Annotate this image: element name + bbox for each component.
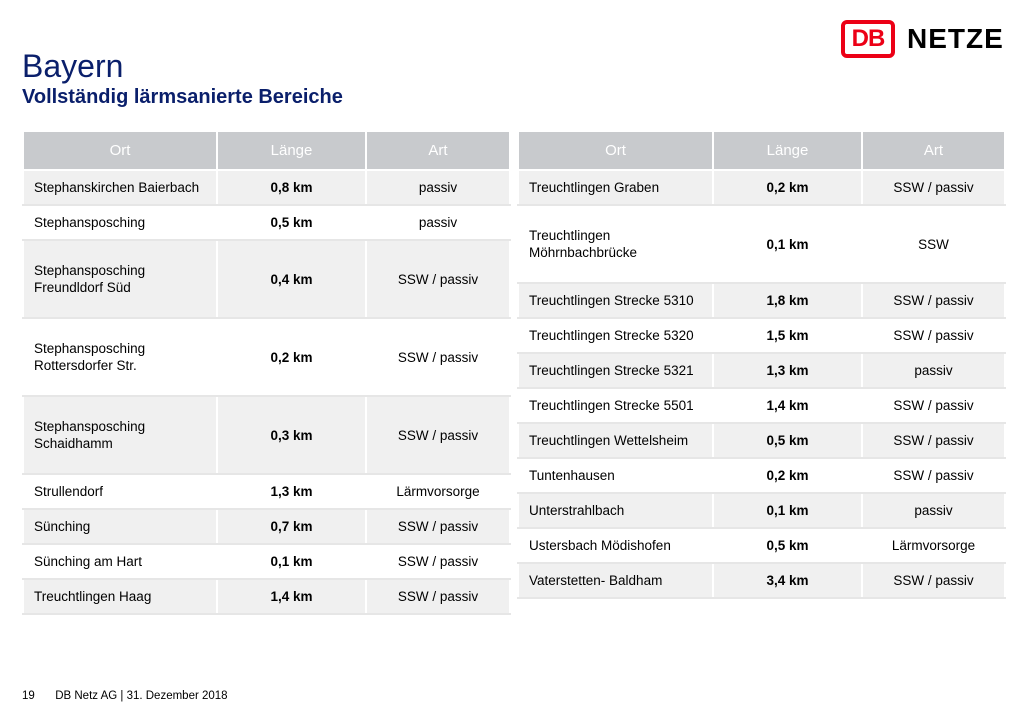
- cell-lange: 1,4 km: [217, 579, 366, 614]
- column-header-ort: Ort: [23, 131, 217, 170]
- cell-ort: Stephansposching Schaidhamm: [23, 396, 217, 474]
- cell-art: SSW / passiv: [862, 423, 1005, 458]
- cell-art: SSW / passiv: [862, 563, 1005, 598]
- cell-lange: 0,3 km: [217, 396, 366, 474]
- cell-ort: Sünching am Hart: [23, 544, 217, 579]
- table-row: [518, 563, 1005, 598]
- db-logo-icon: DB: [841, 20, 895, 58]
- cell-lange: 0,7 km: [217, 509, 366, 544]
- cell-art: SSW / passiv: [862, 170, 1005, 205]
- table-row: [23, 396, 510, 474]
- table-header-row: [518, 131, 1005, 170]
- cell-ort: Stephansposching Rottersdorfer Str.: [23, 318, 217, 396]
- cell-art: SSW / passiv: [366, 240, 510, 318]
- cell-lange: 0,8 km: [217, 170, 366, 205]
- cell-lange: 0,5 km: [217, 205, 366, 240]
- table-row: [518, 353, 1005, 388]
- cell-art: SSW / passiv: [862, 318, 1005, 353]
- cell-art: passiv: [366, 205, 510, 240]
- cell-ort: Stephansposching: [23, 205, 217, 240]
- cell-art: Lärmvorsorge: [862, 528, 1005, 563]
- column-header-lange: Länge: [713, 131, 862, 170]
- table-row: [518, 458, 1005, 493]
- page-title: Bayern: [22, 48, 124, 84]
- table-row: [518, 423, 1005, 458]
- cell-ort: Tuntenhausen: [518, 458, 713, 493]
- cell-ort: Treuchtlingen Wettelsheim: [518, 423, 713, 458]
- table-row: [23, 318, 510, 396]
- table-row: [518, 205, 1005, 283]
- cell-art: Lärmvorsorge: [366, 474, 510, 509]
- cell-ort: Ustersbach Mödishofen: [518, 528, 713, 563]
- cell-art: SSW / passiv: [862, 283, 1005, 318]
- cell-lange: 0,2 km: [713, 458, 862, 493]
- cell-lange: 0,1 km: [713, 493, 862, 528]
- table-row: [518, 318, 1005, 353]
- cell-lange: 0,2 km: [217, 318, 366, 396]
- cell-lange: 0,1 km: [713, 205, 862, 283]
- footer: [22, 690, 228, 702]
- cell-ort: Vaterstetten- Baldham: [518, 563, 713, 598]
- column-header-ort: Ort: [518, 131, 713, 170]
- table-row: [518, 388, 1005, 423]
- cell-lange: 0,5 km: [713, 528, 862, 563]
- cell-ort: Stephansposching Freundldorf Süd: [23, 240, 217, 318]
- table-row: [23, 509, 510, 544]
- cell-lange: 0,2 km: [713, 170, 862, 205]
- cell-art: SSW / passiv: [366, 509, 510, 544]
- cell-art: passiv: [366, 170, 510, 205]
- table-header-row: [23, 131, 510, 170]
- table-row: [23, 240, 510, 318]
- cell-ort: Stephanskirchen Baierbach: [23, 170, 217, 205]
- cell-lange: 1,3 km: [713, 353, 862, 388]
- cell-ort: Treuchtlingen Strecke 5310: [518, 283, 713, 318]
- cell-art: SSW: [862, 205, 1005, 283]
- table-row: [23, 170, 510, 205]
- cell-ort: Sünching: [23, 509, 217, 544]
- cell-lange: 1,4 km: [713, 388, 862, 423]
- footer-text: DB Netz AG | 31. Dezember 2018: [55, 690, 228, 702]
- cell-art: SSW / passiv: [366, 318, 510, 396]
- cell-lange: 1,3 km: [217, 474, 366, 509]
- cell-art: SSW / passiv: [366, 579, 510, 614]
- cell-art: passiv: [862, 493, 1005, 528]
- cell-lange: 1,8 km: [713, 283, 862, 318]
- cell-lange: 0,4 km: [217, 240, 366, 318]
- cell-lange: 0,1 km: [217, 544, 366, 579]
- page-subtitle: Vollständig lärmsanierte Bereiche: [22, 86, 343, 108]
- table-row: [23, 544, 510, 579]
- table-row: [518, 528, 1005, 563]
- table-row: [23, 579, 510, 614]
- cell-ort: Treuchtlingen Strecke 5321: [518, 353, 713, 388]
- cell-lange: 1,5 km: [713, 318, 862, 353]
- cell-art: passiv: [862, 353, 1005, 388]
- table-row: [518, 170, 1005, 205]
- column-header-art: Art: [862, 131, 1005, 170]
- cell-lange: 0,5 km: [713, 423, 862, 458]
- cell-art: SSW / passiv: [862, 458, 1005, 493]
- netze-wordmark: NETZE: [907, 23, 1004, 54]
- column-header-lange: Länge: [217, 131, 366, 170]
- table-right: [517, 130, 1006, 599]
- cell-ort: Treuchtlingen Graben: [518, 170, 713, 205]
- cell-ort: Unterstrahlbach: [518, 493, 713, 528]
- cell-lange: 3,4 km: [713, 563, 862, 598]
- cell-ort: Treuchtlingen Möhrnbachbrücke: [518, 205, 713, 283]
- table-row: [518, 493, 1005, 528]
- cell-ort: Treuchtlingen Strecke 5501: [518, 388, 713, 423]
- column-header-art: Art: [366, 131, 510, 170]
- db-netze-logo: [841, 19, 1004, 59]
- cell-ort: Treuchtlingen Haag: [23, 579, 217, 614]
- cell-ort: Treuchtlingen Strecke 5320: [518, 318, 713, 353]
- table-row: [518, 283, 1005, 318]
- cell-art: SSW / passiv: [366, 396, 510, 474]
- cell-ort: Strullendorf: [23, 474, 217, 509]
- cell-art: SSW / passiv: [862, 388, 1005, 423]
- table-row: [23, 474, 510, 509]
- table-row: [23, 205, 510, 240]
- table-left: [22, 130, 511, 615]
- cell-art: SSW / passiv: [366, 544, 510, 579]
- page-number: 19: [22, 690, 35, 702]
